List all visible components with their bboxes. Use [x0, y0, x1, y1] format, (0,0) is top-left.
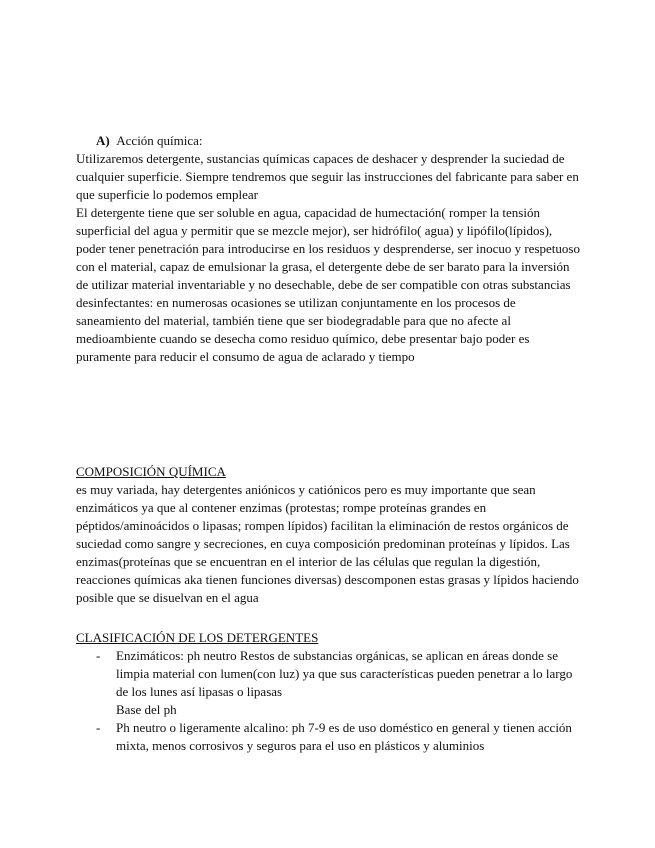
section-clasificacion [76, 629, 582, 755]
section-title: Acción química: [116, 133, 203, 148]
section-heading [76, 132, 582, 150]
list-item-extra: Base del ph [116, 702, 177, 717]
paragraph: El detergente tiene que ser soluble en agua, capacidad de humectación( romper la tensión superficial del agua y permitir que se mezcle mejor), ser hidrófilo( agua) y lipófilo(lípidos), poder tener penetración para introducirse en los residuos y desprenderse, ser inocuo y respetuoso con el material, capaz de emulsionar la grasa, el detergente debe de ser barato para la inversión de utilizar material inventariable y no desechable, debe de ser compatible con otras substancias desinfectantes: en numerosas ocasiones se utilizan conjuntamente en los procesos de saneamiento del material, también tiene que ser biodegradable para que no afecte al medioambiente cuando se desecha como residuo químico, debe presentar bajo poder es puramente para reducir el consumo de agua de aclarado y tiempo [76, 205, 580, 364]
section-letter: A) [96, 133, 110, 148]
detergent-list [76, 647, 582, 755]
list-item [76, 647, 582, 719]
paragraph: Utilizaremos detergente, sustancias químicas capaces de deshacer y desprender la suciedad de cualquier superficie. Siempre tendremos que seguir las instrucciones del fabricante para saber en que superficie lo podemos emplear [76, 151, 579, 202]
section-accion-quimica [76, 132, 582, 366]
list-item [76, 719, 582, 755]
dash-bullet: - [96, 648, 101, 663]
dash-bullet: - [96, 720, 101, 735]
list-item-text: Ph neutro o ligeramente alcalino: ph 7-9 es de uso doméstico en general y tienen acción mixta, menos corrosivos y seguros para el uso en plásticos y aluminios [116, 720, 572, 753]
section-title: CLASIFICACIÓN DE LOS DETERGENTES [76, 630, 319, 645]
list-item-text: Enzimáticos: ph neutro Restos de substancias orgánicas, se aplican en áreas donde se limpia material con lumen(con luz) ya que sus características pueden penetrar a lo largo de los lunes así lipasas o lipasas [116, 648, 573, 699]
paragraph: es muy variada, hay detergentes aniónicos y catiónicos pero es muy importante que sean enzimáticos ya que al contener enzimas (protestas; rompe proteínas grandes en péptidos/aminoácidos o lipasas; rompen lípidos) facilitan la eliminación de restos orgánicos de suciedad como sangre y secreciones, en cuya composición predominan proteínas y lípidos. Las enzimas(proteínas que se encuentran en el interior de las células que regulan la digestión, reacciones químicas aka tienen funciones diversas) descomponen estas grasas y lípidos haciendo posible que se disuelvan en el agua [76, 482, 579, 605]
section-title: COMPOSICIÓN QUÍMICA [76, 464, 226, 479]
section-composicion-quimica [76, 463, 582, 607]
